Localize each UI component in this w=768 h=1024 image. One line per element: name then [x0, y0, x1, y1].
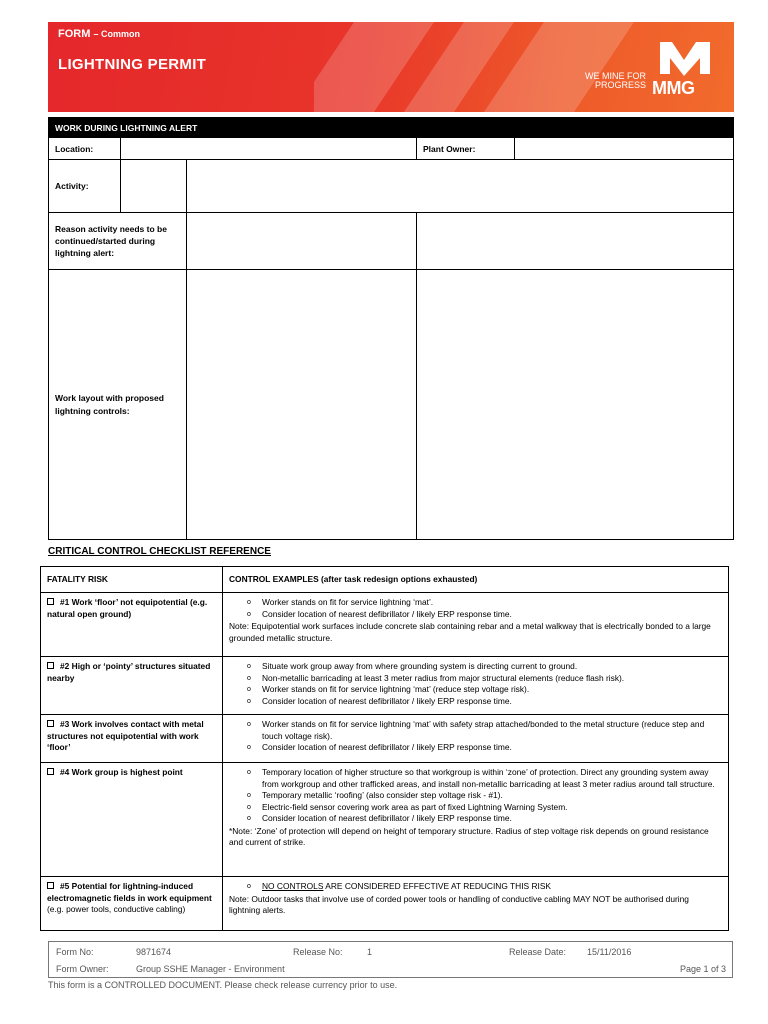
list-item: o Worker stands on fit for service lightning ‘mat’.: [251, 597, 722, 609]
release-date-label: Release Date:: [509, 947, 567, 957]
table-row: [41, 763, 729, 877]
release-date: 15/11/2016: [587, 947, 632, 957]
form-owner-label: Form Owner:: [56, 964, 109, 974]
controls-2: [223, 657, 729, 715]
work-heading: WORK DURING LIGHTNING ALERT: [49, 118, 734, 138]
checkbox[interactable]: [47, 882, 54, 889]
header-banner: [48, 22, 734, 112]
controls-1: [223, 593, 729, 657]
location-label: Location:: [49, 138, 121, 160]
reason-cell: [49, 213, 417, 270]
page-title: LIGHTNING PERMIT: [58, 56, 207, 73]
checkbox[interactable]: [47, 598, 54, 605]
reason-label: Reason activity needs to be continued/started during lightning alert:: [49, 213, 187, 269]
checkbox[interactable]: [47, 720, 54, 727]
list-item: o Non-metallic barricading at least 3 meter radius from major structural elements (reduce flash risk).: [251, 673, 722, 685]
layout-cell: [49, 270, 417, 540]
table-row: [41, 593, 729, 657]
layout-label: Work layout with proposed lightning controls:: [49, 270, 187, 539]
list-item: o Consider location of nearest defibrillator / likely ERP response time.: [251, 696, 722, 708]
form-footer: [48, 941, 733, 978]
list-item: o Worker stands on fit for service lightning ‘mat’ with safety strap attached/bonded to the metal structure (reduce step and touch voltage risk).: [251, 719, 722, 742]
release-no: 1: [367, 947, 373, 957]
disclaimer: This form is a CONTROLLED DOCUMENT. Please check release currency prior to use.: [48, 980, 398, 990]
note: Note: Equipotential work surfaces include concrete slab containing rebar and a metal walkway that is electrically bonded to a large grounded metallic structure.: [229, 621, 711, 643]
list-item: o Consider location of nearest defibrillator / likely ERP response time.: [251, 742, 722, 754]
risk-3: #3 Work involves contact with metal structures not equipotential with work ‘floor’: [41, 715, 223, 763]
layout-field[interactable]: [187, 270, 416, 539]
risk-4: #4 Work group is highest point: [41, 763, 223, 877]
reason-field-ext[interactable]: [417, 213, 734, 270]
list-item: o Temporary metallic ‘roofing’ (also consider step voltage risk - #1).: [251, 790, 722, 802]
layout-field-ext[interactable]: [417, 270, 734, 540]
risk-5: #5 Potential for lightning-induced electromagnetic fields in work equipment (e.g. power tools, conductive cabling): [41, 877, 223, 931]
list-item: o Worker stands on fit for service lightning ‘mat’ (reduce step voltage risk).: [251, 684, 722, 696]
list-item: o Electric-field sensor covering work area as part of fixed Lightning Warning System.: [251, 802, 722, 814]
reason-field[interactable]: [187, 213, 416, 269]
page-number: Page 1 of 3: [679, 964, 726, 974]
table-row: [41, 877, 729, 931]
mmg-logo: [560, 38, 720, 102]
location-field[interactable]: [121, 138, 417, 160]
checklist-table: [40, 566, 729, 931]
list-item: o Situate work group away from where grounding system is directing current to ground.: [251, 661, 722, 673]
controls-5: [223, 877, 729, 931]
activity-label: Activity:: [49, 160, 121, 213]
list-item: o Temporary location of higher structure so that workgroup is within ‘zone’ of protection. Direct any grounding system away from workgroup and other trafficked areas, and install non-metallic barricading at least 3 meter radius around tall structure.: [251, 767, 722, 790]
note: *Note: ‘Zone’ of protection will depend on height of temporary structure. Radius of step voltage risk depends on ground resistance and current of strike.: [229, 825, 709, 847]
list-item: o Consider location of nearest defibrillator / likely ERP response time.: [251, 813, 722, 825]
col-control-examples: CONTROL EXAMPLES (after task redesign options exhausted): [223, 567, 729, 593]
risk-1: #1 Work ‘floor’ not equipotential (e.g. natural open ground): [41, 593, 223, 657]
activity-field[interactable]: [187, 160, 733, 212]
table-row: [41, 657, 729, 715]
checkbox[interactable]: [47, 662, 54, 669]
col-fatality-risk: FATALITY RISK: [41, 567, 223, 593]
note: Note: Outdoor tasks that involve use of corded power tools or handling of conductive cabling MAY NOT be authorised during lightning alerts.: [229, 893, 689, 915]
logo-wordmark: MMG: [652, 78, 695, 98]
list-item: o Consider location of nearest defibrillator / likely ERP response time.: [251, 609, 722, 621]
form-no: 9871674: [136, 947, 172, 957]
activity-field-wrap: [121, 160, 734, 213]
table-row: [41, 715, 729, 763]
activity-spacer: [121, 160, 187, 212]
form-no-label: Form No:: [56, 947, 94, 957]
plant-owner-field[interactable]: [515, 138, 734, 160]
controls-3: [223, 715, 729, 763]
form-type: FORM – Common: [58, 28, 140, 40]
logo-tagline: WE MINE FOR PROGRESS: [585, 71, 646, 90]
release-no-label: Release No:: [293, 947, 343, 957]
risk-2: #2 High or ‘pointy’ structures situated nearby: [41, 657, 223, 715]
form-owner: Group SSHE Manager - Environment: [136, 964, 285, 974]
mmg-logo-mark: [560, 38, 720, 102]
work-details-table: [48, 117, 734, 540]
controls-4: [223, 763, 729, 877]
plant-owner-label: Plant Owner:: [417, 138, 515, 160]
checkbox[interactable]: [47, 768, 54, 775]
list-item: o NO CONTROLS ARE CONSIDERED EFFECTIVE AT REDUCING THIS RISK: [251, 881, 722, 893]
checklist-title: CRITICAL CONTROL CHECKLIST REFERENCE: [48, 546, 271, 557]
